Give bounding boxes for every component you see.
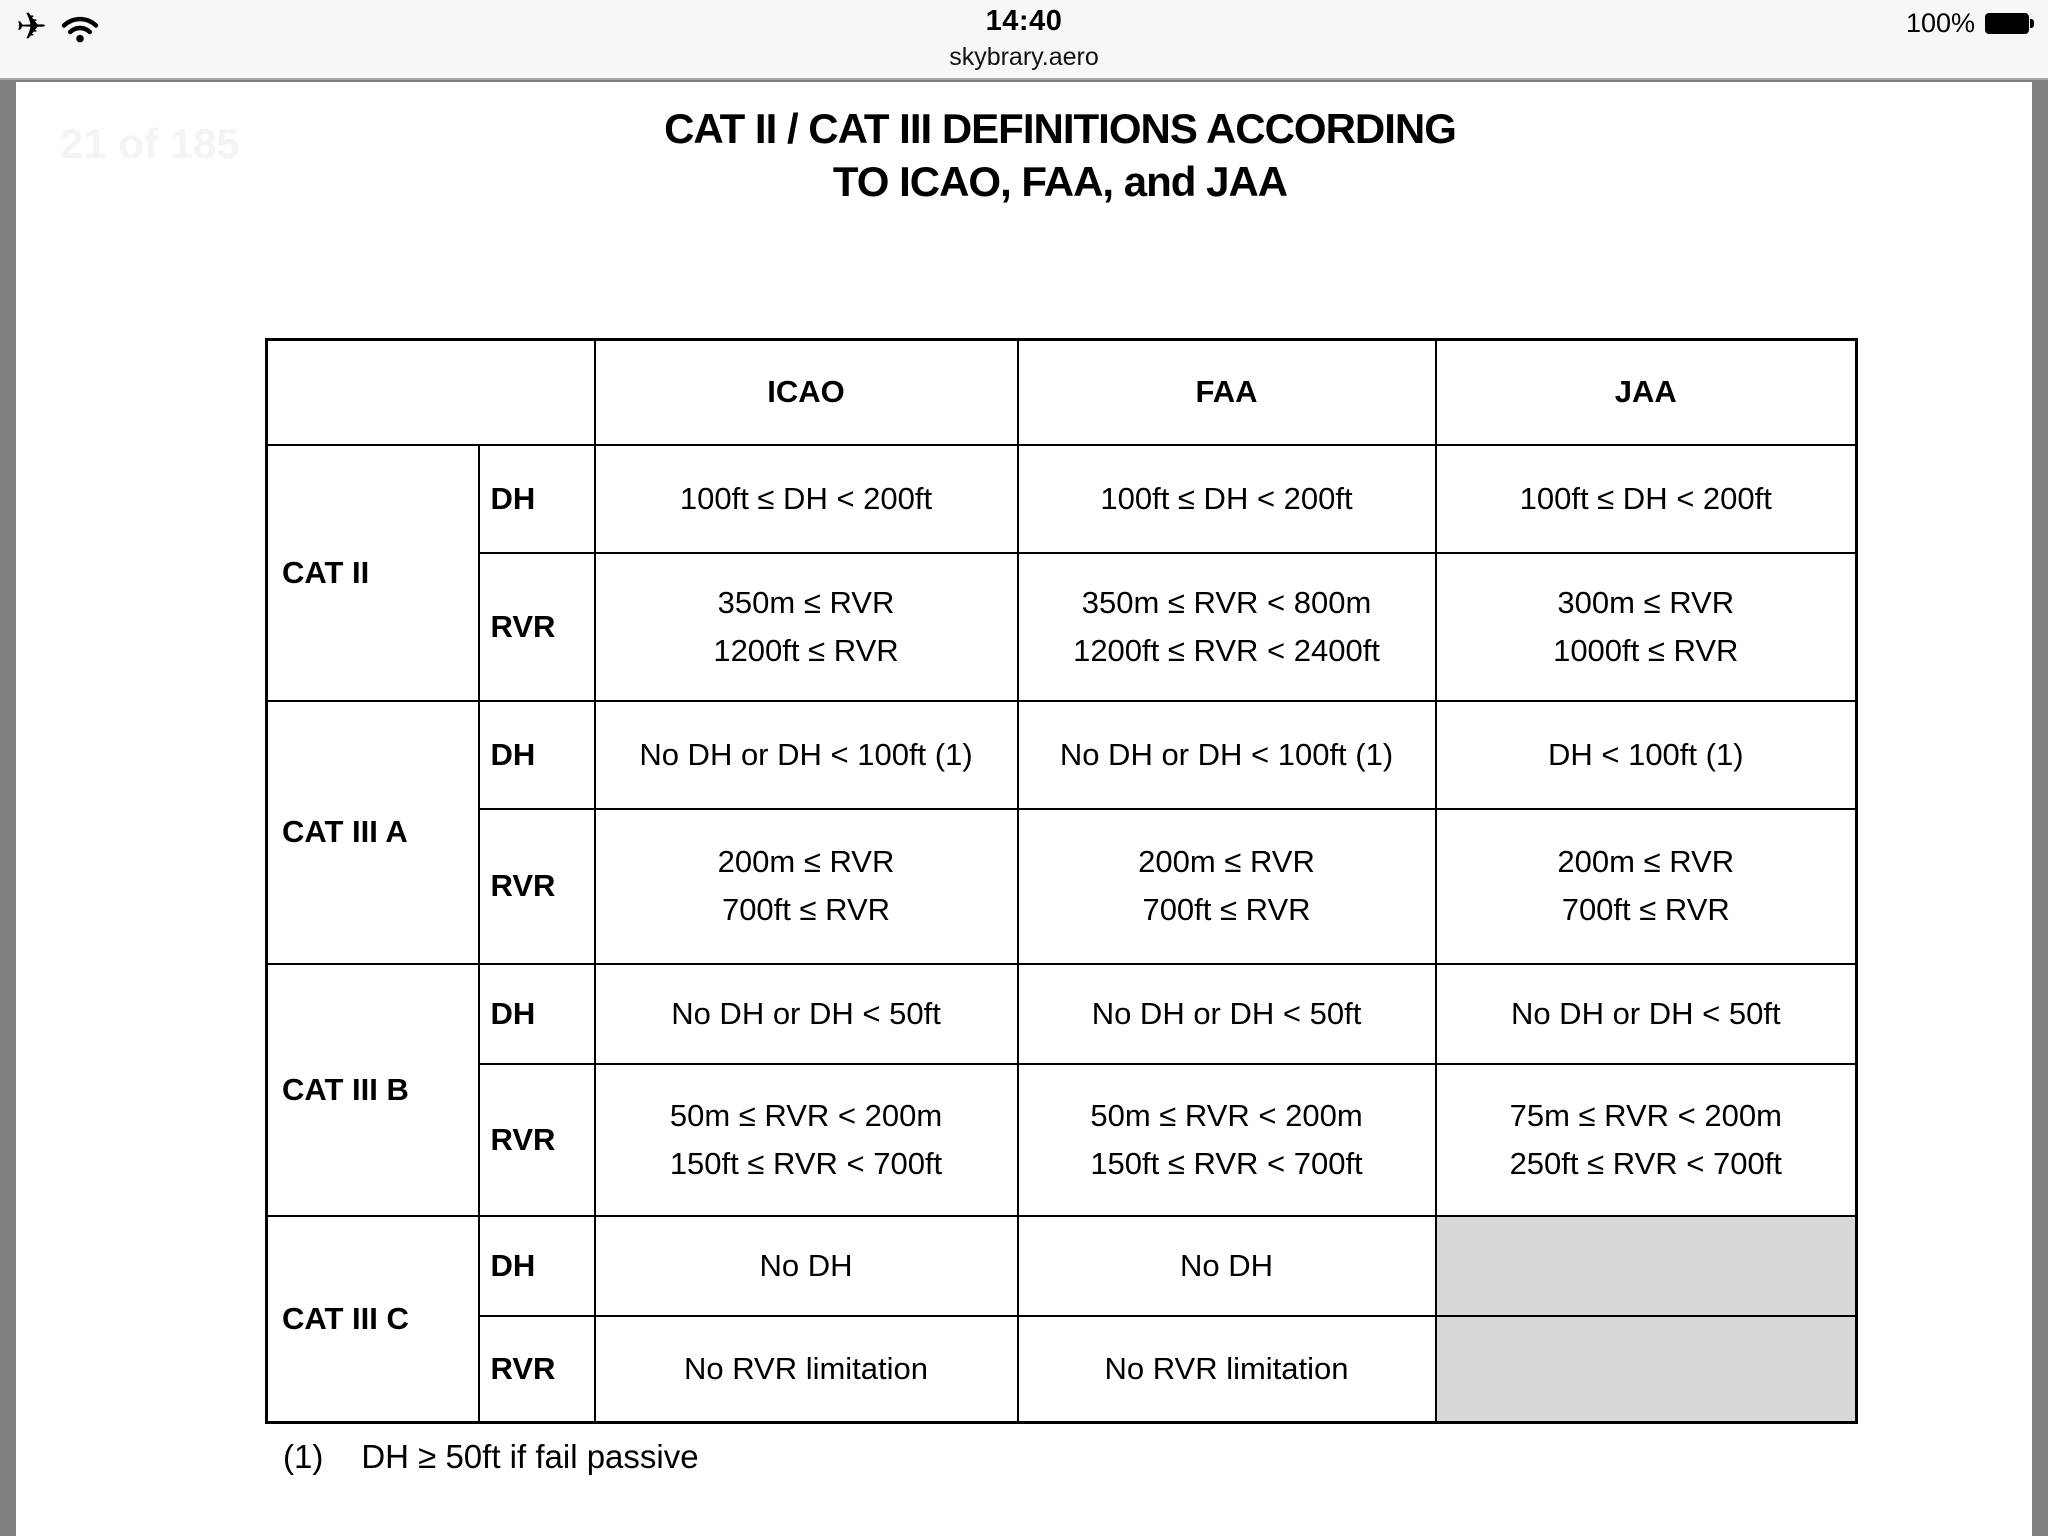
- cell-cat2-rvr-icao: 350m ≤ RVR 1200ft ≤ RVR: [595, 553, 1018, 701]
- battery-icon: [1985, 13, 2034, 34]
- cell-cat3b-rvr-faa: 50m ≤ RVR < 200m 150ft ≤ RVR < 700ft: [1018, 1064, 1436, 1216]
- document-title-line2: TO ICAO, FAA, and JAA: [832, 158, 1288, 205]
- airplane-mode-icon: ✈: [16, 5, 48, 47]
- table-row: [267, 1064, 1857, 1216]
- cell-cat2-dh-icao: 100ft ≤ DH < 200ft: [595, 445, 1018, 553]
- cell-cat3a-rvr-icao: 200m ≤ RVR 700ft ≤ RVR: [595, 809, 1018, 964]
- battery-tip: [2030, 19, 2034, 28]
- row-label-cat3b-dh: DH: [479, 964, 595, 1064]
- battery-percent: 100%: [1905, 7, 1975, 38]
- table-header-row: [267, 340, 1857, 445]
- status-bar-right: [1906, 0, 2034, 46]
- cell-cat3b-dh-jaa: No DH or DH < 50ft: [1436, 964, 1857, 1064]
- table-row: [267, 809, 1857, 964]
- row-label-cat2-rvr: RVR: [479, 553, 595, 701]
- cell-cat3a-rvr-faa: 200m ≤ RVR 700ft ≤ RVR: [1018, 809, 1436, 964]
- table-row: [267, 1216, 1857, 1316]
- cell-cat2-dh-faa: 100ft ≤ DH < 200ft: [1018, 445, 1436, 553]
- clock: 14:40: [985, 5, 1063, 37]
- footnote-marker: (1): [283, 1438, 324, 1475]
- cell-cat3a-dh-jaa: DH < 100ft (1): [1436, 701, 1857, 809]
- cell-cat2-dh-jaa: 100ft ≤ DH < 200ft: [1436, 445, 1857, 553]
- row-label-cat2-dh: DH: [479, 445, 595, 553]
- table-row: [267, 964, 1857, 1064]
- cat-definitions-table: [265, 338, 1858, 1424]
- cell-cat3a-dh-icao: No DH or DH < 100ft (1): [595, 701, 1018, 809]
- category-cat3c: CAT III C: [267, 1216, 479, 1423]
- cell-cat3c-rvr-faa: No RVR limitation: [1018, 1316, 1436, 1423]
- category-cat3b: CAT III B: [267, 964, 479, 1216]
- document-title-line1: CAT II / CAT III DEFINITIONS ACCORDING: [664, 105, 1456, 152]
- category-cat2: CAT II: [267, 445, 479, 701]
- status-bar: [0, 0, 2048, 80]
- row-label-cat3c-rvr: RVR: [479, 1316, 595, 1423]
- address-domain[interactable]: skybrary.aero: [949, 43, 1099, 71]
- cell-cat2-rvr-jaa: 300m ≤ RVR 1000ft ≤ RVR: [1436, 553, 1857, 701]
- row-label-cat3b-rvr: RVR: [479, 1064, 595, 1216]
- cell-cat3c-dh-faa: No DH: [1018, 1216, 1436, 1316]
- footnote: [283, 1438, 699, 1476]
- cell-cat3c-dh-icao: No DH: [595, 1216, 1018, 1316]
- row-label-cat3a-rvr: RVR: [479, 809, 595, 964]
- row-label-cat3a-dh: DH: [479, 701, 595, 809]
- table-row: [267, 701, 1857, 809]
- cell-cat3b-dh-icao: No DH or DH < 50ft: [595, 964, 1018, 1064]
- cell-cat3c-rvr-icao: No RVR limitation: [595, 1316, 1018, 1423]
- col-header-faa: FAA: [1018, 340, 1436, 445]
- cell-cat2-rvr-faa: 350m ≤ RVR < 800m 1200ft ≤ RVR < 2400ft: [1018, 553, 1436, 701]
- cell-cat3b-rvr-jaa: 75m ≤ RVR < 200m 250ft ≤ RVR < 700ft: [1436, 1064, 1857, 1216]
- cell-cat3c-dh-jaa-empty: [1436, 1216, 1857, 1316]
- row-label-cat3c-dh: DH: [479, 1216, 595, 1316]
- document-title: [265, 102, 1855, 208]
- table-row: [267, 553, 1857, 701]
- cell-cat3a-dh-faa: No DH or DH < 100ft (1): [1018, 701, 1436, 809]
- category-cat3a: CAT III A: [267, 701, 479, 964]
- table-row: [267, 1316, 1857, 1423]
- cell-cat3c-rvr-jaa-empty: [1436, 1316, 1857, 1423]
- page-indicator: 21 of 185: [60, 120, 240, 167]
- cell-cat3a-rvr-jaa: 200m ≤ RVR 700ft ≤ RVR: [1436, 809, 1857, 964]
- corner-cell: [267, 340, 595, 445]
- col-header-icao: ICAO: [595, 340, 1018, 445]
- col-header-jaa: JAA: [1436, 340, 1857, 445]
- footnote-text: DH ≥ 50ft if fail passive: [361, 1438, 699, 1475]
- battery-body: [1985, 13, 2029, 34]
- cell-cat3b-dh-faa: No DH or DH < 50ft: [1018, 964, 1436, 1064]
- cell-cat3b-rvr-icao: 50m ≤ RVR < 200m 150ft ≤ RVR < 700ft: [595, 1064, 1018, 1216]
- document-page[interactable]: [16, 82, 2032, 1536]
- status-bar-center: [0, 0, 2048, 72]
- table-row: [267, 445, 1857, 553]
